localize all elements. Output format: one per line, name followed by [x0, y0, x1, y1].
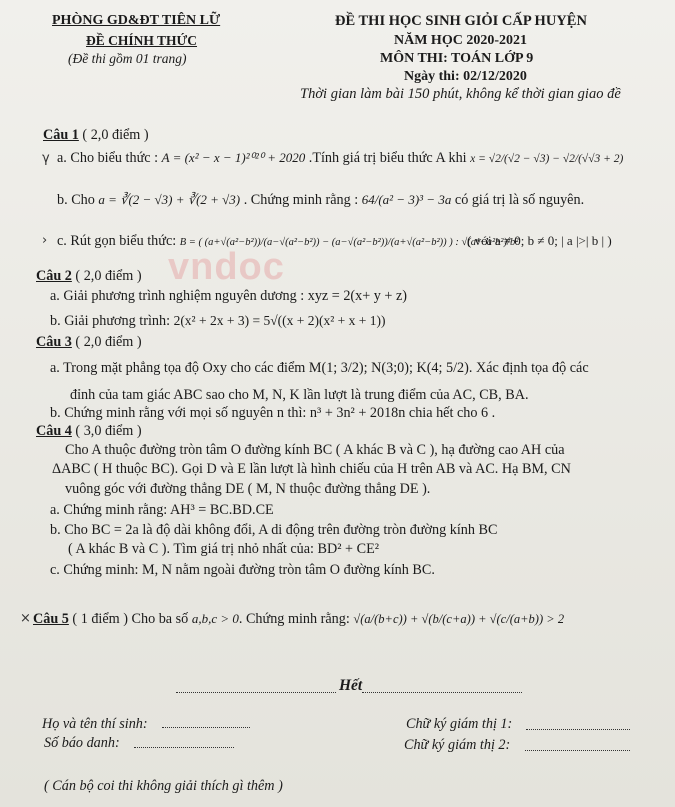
question-1b-expression: a = ∛(2 − √3) + ∛(2 + √3) [98, 192, 241, 207]
question-5 [33, 611, 564, 628]
header-exam-title: ĐỀ THI HỌC SINH GIỎI CẤP HUYỆN [335, 13, 587, 29]
question-1a-text2: .Tính giá trị biểu thức A khi [305, 150, 471, 166]
question-1a-text: a. Cho biểu thức : [57, 150, 162, 166]
watermark-logo: vndoc [168, 246, 285, 288]
question-1c [57, 233, 518, 250]
margin-mark-3: × [20, 611, 31, 626]
header-department: PHÒNG GD&ĐT TIÊN LỮ [52, 13, 221, 28]
question-1b-expression2: 64/(a² − 3)³ − 3a [361, 192, 452, 207]
question-2b [50, 313, 385, 330]
question-1-title: Câu 1 [43, 127, 79, 143]
question-4-intro2: ΔABC ( H thuộc BC). Gọi D và E lần lượt là hình chiếu của H trên AB và AC. Hạ BM, CN [52, 461, 571, 477]
question-3b: b. Chứng minh rằng với mọi số nguyên n thì: n³ + 3n² + 2018n chia hết cho 6 . [50, 405, 496, 421]
invigilator-2-label: Chữ ký giám thị 2: [404, 737, 511, 753]
question-2-title: Câu 2 [36, 268, 72, 284]
question-4b-line1: b. Cho BC = 2a là độ dài không đổi, A di động trên đường tròn đường kính BC [50, 522, 498, 538]
question-5-points: ( 1 điểm ) Cho ba số [68, 611, 192, 627]
question-4-heading [36, 423, 142, 440]
question-3-points: ( 2,0 điểm ) [71, 334, 142, 350]
question-2-points: ( 2,0 điểm ) [71, 268, 142, 284]
question-5-condition: a,b,c > 0 [191, 611, 239, 626]
question-3-heading [36, 334, 142, 351]
candidate-number-label: Số báo danh: [44, 735, 120, 751]
question-1a-expression: A = (x² − x − 1)²⁰²⁰ + 2020 [161, 150, 306, 165]
invigilator-1-label: Chữ ký giám thị 1: [406, 716, 513, 732]
question-4-points: ( 3,0 điểm ) [71, 423, 142, 439]
question-1b-text: b. Cho [57, 192, 99, 208]
question-1a-x-value: x = √2/(√2 − √3) − √2/(√√3 + 2) [470, 153, 624, 165]
margin-mark-2: › [42, 233, 48, 248]
question-4c: c. Chứng minh: M, N nằm ngoài đường tròn tâm O đường kính BC. [50, 562, 435, 578]
header-school-year: NĂM HỌC 2020-2021 [394, 33, 527, 48]
question-4-intro1: Cho A thuộc đường tròn tâm O đường kính BC ( A khác B và C ), hạ đường cao AH của [65, 442, 565, 458]
candidate-number-line [134, 747, 234, 748]
end-marker: Hết [339, 677, 363, 694]
invigilator-1-line [526, 729, 630, 730]
header-duration: Thời gian làm bài 150 phút, không kể thời gian giao đề [300, 86, 621, 102]
header-subject: MÔN THI: TOÁN LỚP 9 [380, 51, 534, 66]
question-3-title: Câu 3 [36, 334, 72, 350]
question-4-title: Câu 4 [36, 423, 72, 439]
margin-mark-1: γ [42, 151, 50, 166]
header-exam-date: Ngày thi: 02/12/2020 [404, 69, 527, 84]
question-3a-line2: đỉnh của tam giác ABC sao cho M, N, K lần lượt là trung điểm của AC, CB, BA. [70, 387, 529, 403]
question-1b-text2: . Chứng minh rằng : [240, 192, 362, 208]
question-5-text2: . Chứng minh rằng: [238, 611, 354, 627]
end-dots-right [362, 684, 522, 693]
question-4b-line2: ( A khác B và C ). Tìm giá trị nhỏ nhất của: BD² + CE² [68, 541, 379, 557]
invigilator-2-line [525, 750, 630, 751]
candidate-name-line [162, 727, 250, 728]
question-1b [57, 192, 584, 209]
question-1a [57, 150, 623, 167]
question-4a: a. Chứng minh rằng: AH³ = BC.BD.CE [50, 502, 274, 518]
end-dots-left [176, 684, 336, 693]
question-1-points: ( 2,0 điểm ) [82, 127, 149, 143]
question-1c-condition: ( với a ≠ 0; b ≠ 0; | a |>| b | ) [467, 233, 612, 248]
question-1b-text3: có giá trị là số nguyên. [451, 192, 585, 208]
question-3a-line1: a. Trong mặt phẳng tọa độ Oxy cho các điểm M(1; 3/2); N(3;0); K(4; 5/2). Xác định tọa độ các [50, 360, 589, 376]
header-official-label: ĐỀ CHÍNH THỨC [86, 33, 198, 48]
question-4-intro3: vuông góc với đường thẳng DE ( M, N thuộc đường thẳng DE ). [65, 481, 431, 497]
question-2a: a. Giải phương trình nghiệm nguyên dương : xyz = 2(x+ y + z) [50, 288, 407, 304]
question-1c-text: c. Rút gọn biểu thức: [57, 233, 180, 249]
question-5-title: Câu 5 [33, 611, 69, 627]
question-2b-text: b. Giải phương trình: [50, 313, 174, 329]
question-1-heading [43, 127, 149, 144]
question-2-heading [36, 268, 142, 285]
question-1c-expression: B = ( (a+√(a²−b²))/(a−√(a²−b²)) − (a−√(a²−b²))/(a+√(a²−b²)) ) : √(a⁴−a²b²)/b² [179, 237, 519, 248]
candidate-name-label: Họ và tên thí sinh: [42, 716, 148, 732]
footer-note: ( Cán bộ coi thi không giải thích gì thêm ) [44, 778, 283, 794]
question-2b-expression: 2(x² + 2x + 3) = 5√((x + 2)(x² + x + 1)) [173, 313, 386, 328]
question-5-expression: √(a/(b+c)) + √(b/(c+a)) + √(c/(a+b)) > 2 [353, 612, 565, 626]
header-page-count: (Đề thi gồm 01 trang) [68, 51, 187, 66]
